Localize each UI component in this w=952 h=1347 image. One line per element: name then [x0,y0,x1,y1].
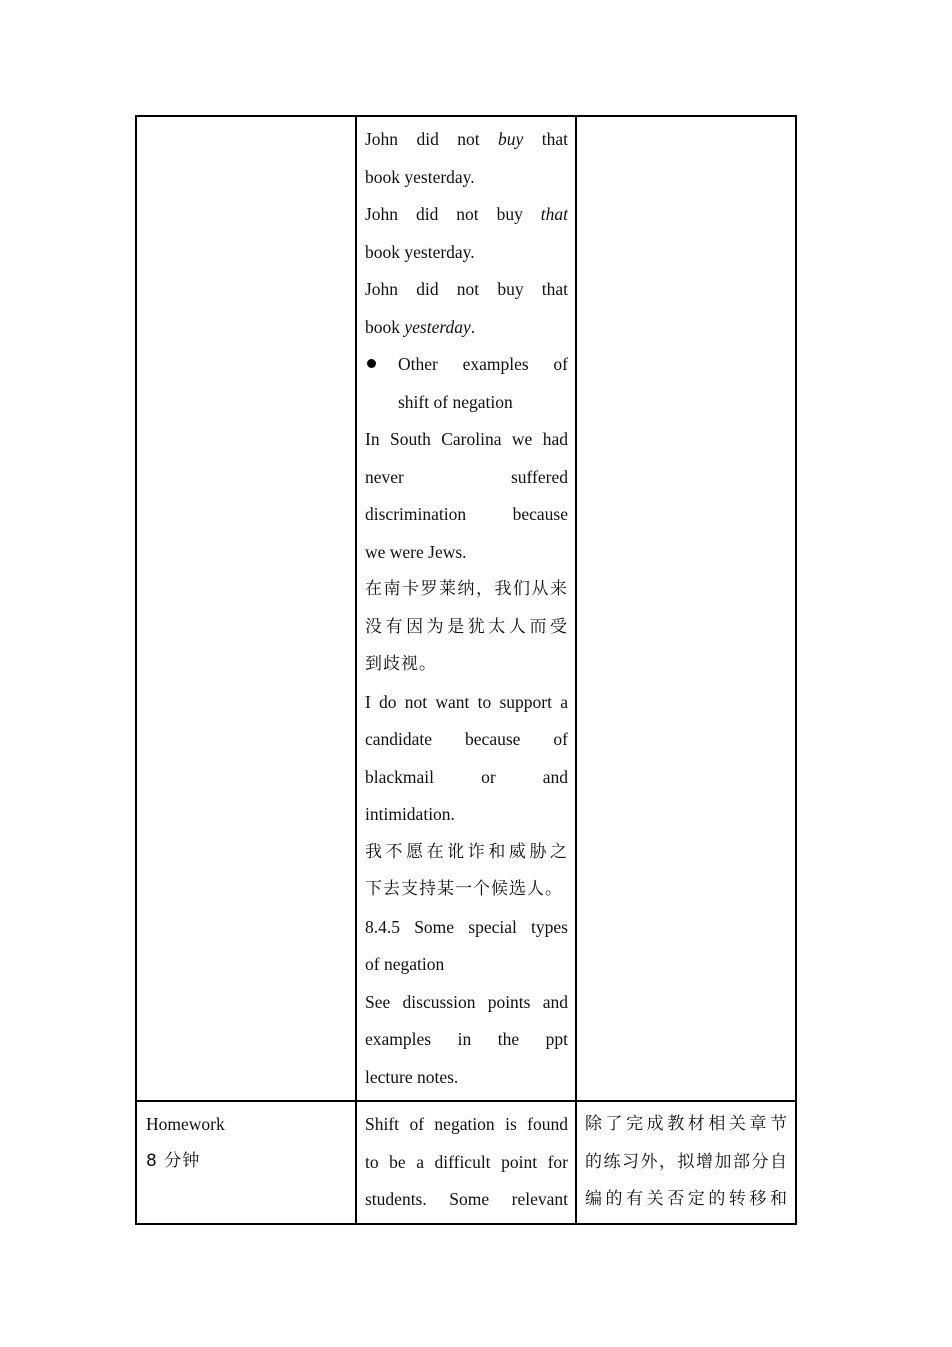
text-line: I do not want to support a [365,691,568,712]
text-line: 编的有关否定的转移和 [585,1189,788,1209]
table-row [136,116,796,1101]
text-line: 下去支持某一个候选人。 [365,879,563,899]
notes-text [577,1102,795,1223]
text-line: 到歧视。 [365,654,437,674]
text-line: 的练习外，拟增加部分自 [585,1151,788,1172]
text-line: book yesterday. [365,316,476,337]
content-cell [356,116,576,1101]
text-line: 除了完成教材相关章节 [585,1114,788,1134]
stage-cell [136,116,356,1101]
text-line: John did not buy that [365,279,568,299]
lesson-plan-table [135,115,797,1225]
text-line: intimidation. [365,804,455,824]
text-line: book yesterday. [365,241,475,262]
text-line: to be a difficult point for [365,1151,568,1172]
stage-label: Homework [146,1114,225,1134]
text-line: lecture notes. [365,1066,459,1087]
notes-cell [576,116,796,1101]
stage-duration: 8 分钟 [146,1151,201,1171]
text-line: John did not buy that [365,204,568,224]
text-line: never suffered [365,466,568,487]
text-line: of negation [365,954,445,974]
text-line: Shift of negation is found [365,1114,568,1134]
text-line: candidate because of [365,729,568,749]
text-line: See discussion points and [365,991,568,1012]
text-line: we were Jews. [365,541,467,562]
text-line: examples in the ppt [365,1029,568,1049]
text-line: shift of negation [398,391,513,412]
text-line: 在南卡罗莱纳，我们从来 [365,579,568,599]
text-line: 我不愿在讹诈和威胁之 [365,841,568,862]
text-line: students. Some relevant [365,1189,568,1209]
bullet-item: Other examples of [365,346,568,384]
text-line: book yesterday. [365,166,475,187]
notes-cell [576,1101,796,1224]
text-line: 没有因为是犹太人而受 [365,616,568,637]
stage-cell [136,1101,356,1224]
content-text [357,117,575,1100]
text-line: discrimination because [365,504,568,524]
text-line: John did not buy that [365,129,568,149]
content-cell [356,1101,576,1224]
text-line: blackmail or and [365,766,568,787]
table-row [136,1101,796,1224]
text-line: 8.4.5 Some special types [365,916,568,937]
text-line: In South Carolina we had [365,429,568,449]
bullet-icon [365,346,398,384]
content-text [357,1102,575,1223]
